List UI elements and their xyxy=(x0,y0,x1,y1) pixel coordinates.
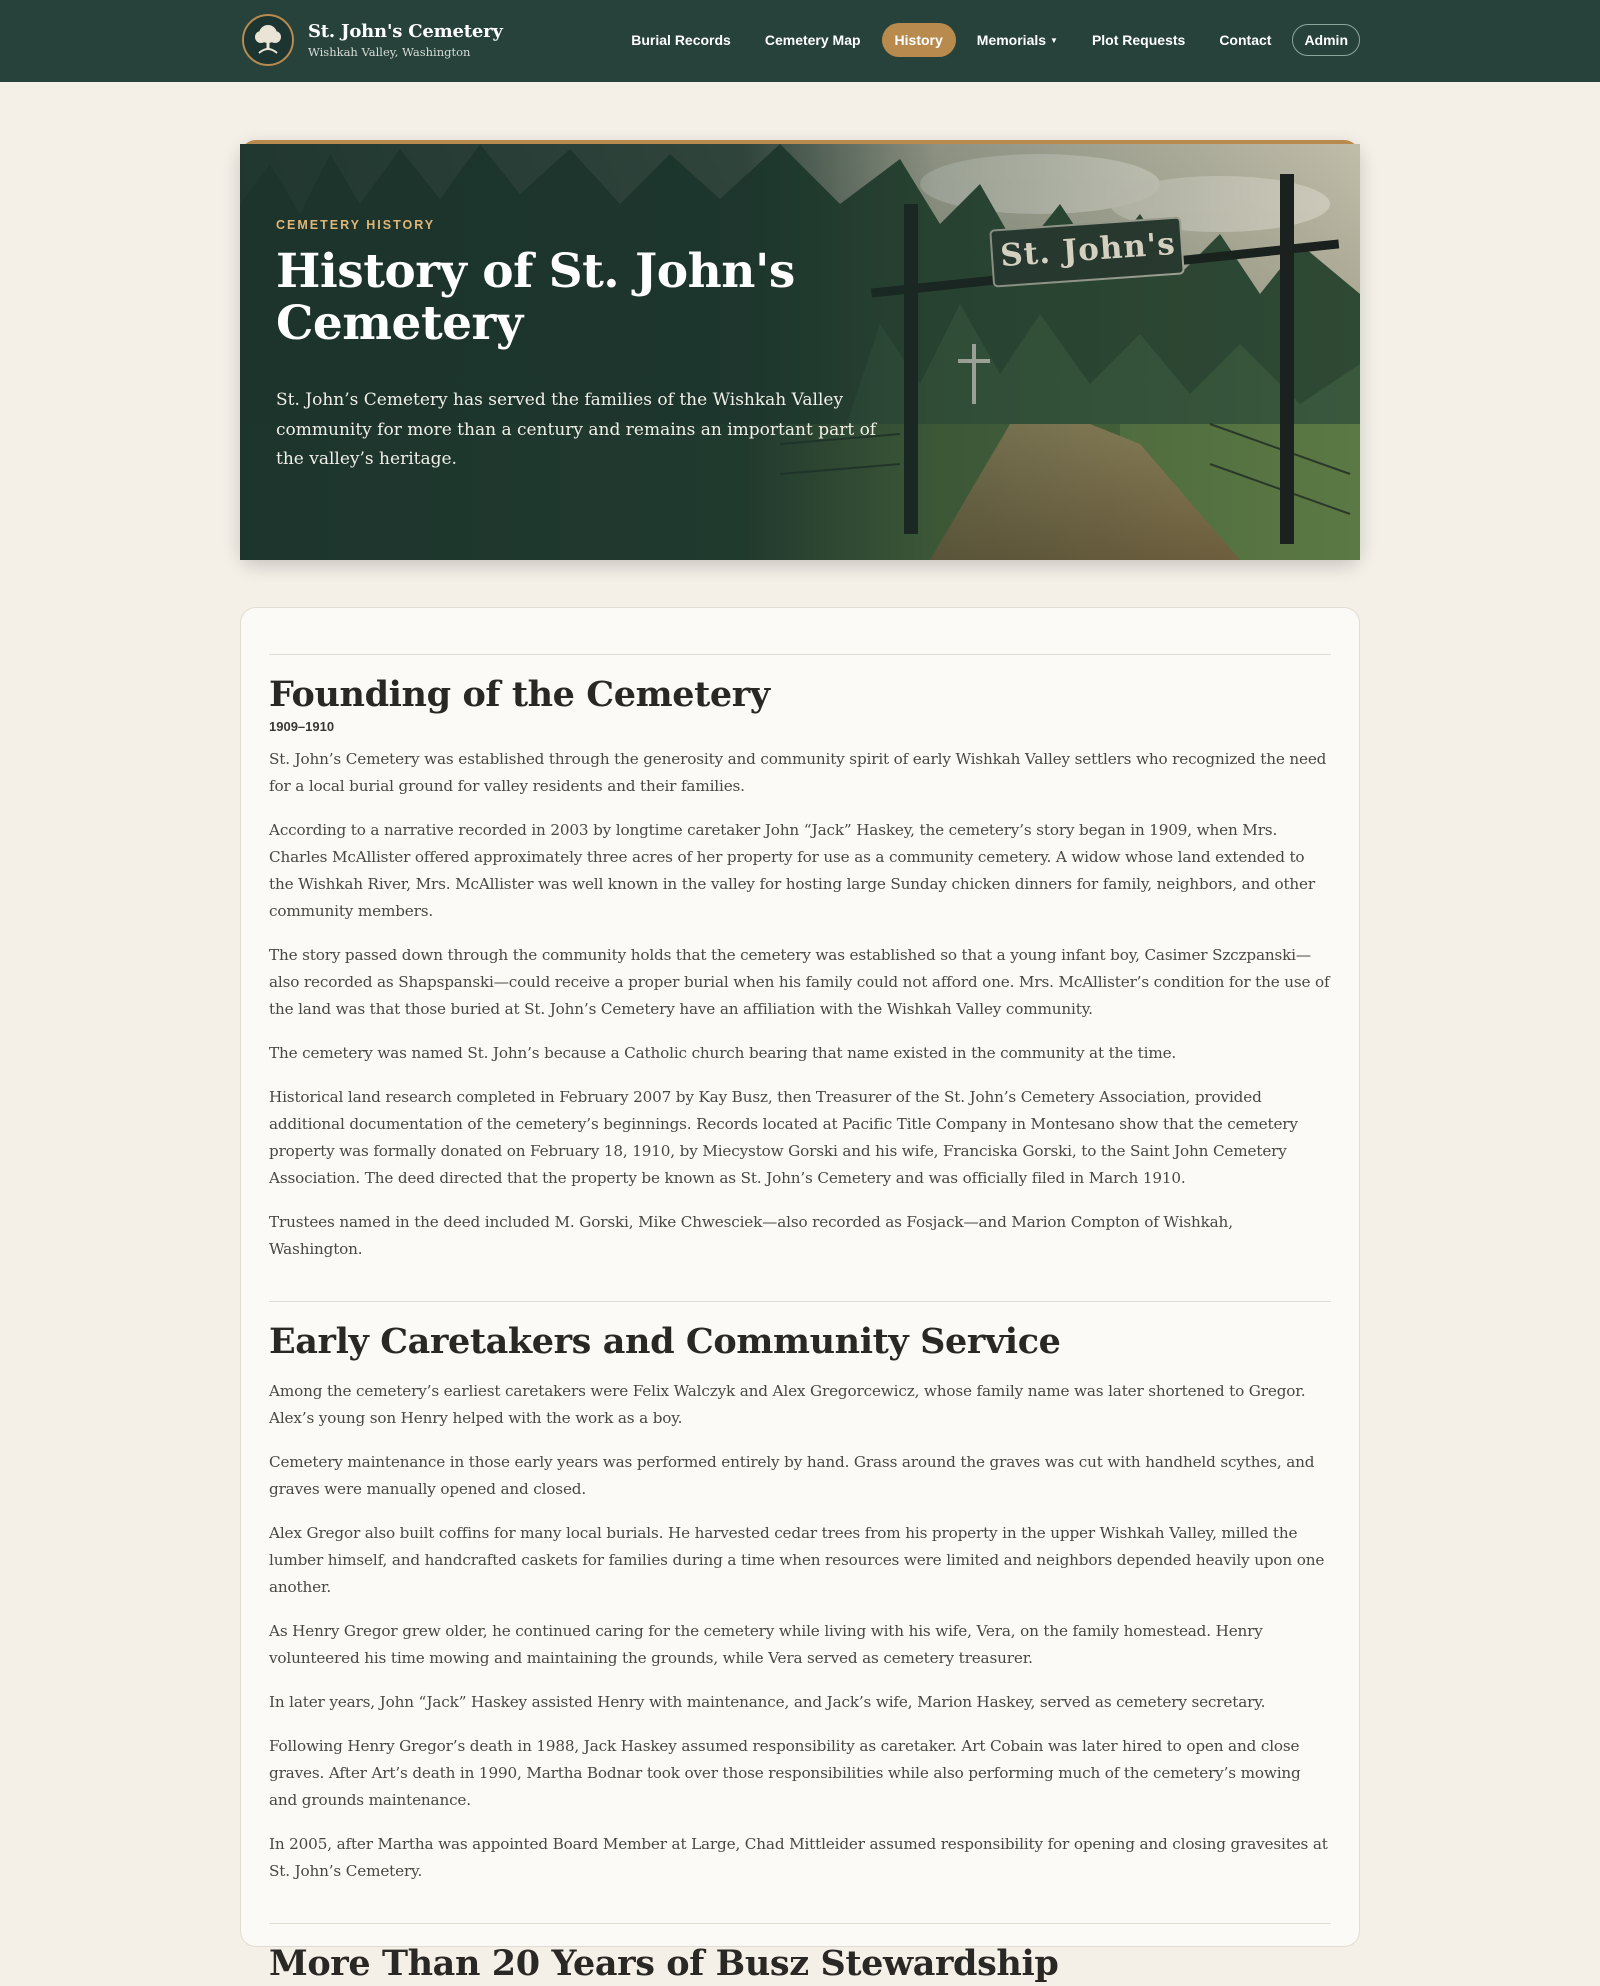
paragraph: Alex Gregor also built coffins for many local burials. He harvested cedar trees from his property in the upper Wishkah Valley, milled the lumber himself, and handcrafted caskets for families during a time when resources were limited and neighbors depended heavily upon one another. xyxy=(269,1524,1325,1596)
site-header xyxy=(0,0,1600,82)
hero-lead: St. John’s Cemetery has served the families of the Wishkah Valley community for more than a century and remains an important part of the valley’s heritage. xyxy=(276,390,877,469)
paragraph: St. John’s Cemetery was established through the generosity and community spirit of early Wishkah Valley settlers who recognized the need for a local burial ground for valley residents and their families. xyxy=(269,750,1327,795)
hero-content xyxy=(276,218,916,475)
nav-memorials[interactable]: Memorials ▼ xyxy=(976,32,1058,48)
paragraph: Among the cemetery’s earliest caretakers were Felix Walczyk and Alex Gregorcewicz, whose family name was later shortened to Gregor. Alex’s young son Henry helped with the work as a boy. xyxy=(269,1382,1306,1427)
brand[interactable] xyxy=(242,12,503,68)
paragraph: The story passed down through the community holds that the cemetery was established so that a young infant boy, Casimer Szczpanski—also recorded as Shapspanski—could receive a proper burial when his family could not afford one. Mrs. McAllister’s condition for the use of the land was that those buried at St. John’s Cemetery have an affiliation with the Wishkah Valley community. xyxy=(269,946,1330,1018)
site-title: St. John's Cemetery xyxy=(308,21,503,42)
paragraph: The cemetery was named St. John’s because a Catholic church bearing that name existed in the community at the time. xyxy=(269,1044,1177,1062)
section-title: Early Caretakers and Community Service xyxy=(269,1321,1061,1362)
paragraph: Cemetery maintenance in those early years was performed entirely by hand. Grass around the graves was cut with handheld scythes, and graves were manually opened and closed. xyxy=(269,1453,1315,1498)
tree-logo-icon xyxy=(242,14,294,66)
nav-cemetery-map[interactable]: Cemetery Map xyxy=(764,32,861,48)
section-early-caretakers xyxy=(269,1301,1331,1885)
nav-contact[interactable]: Contact xyxy=(1219,32,1272,48)
section-founding xyxy=(269,654,1331,1263)
paragraph: Following Henry Gregor’s death in 1988, Jack Haskey assumed responsibility as caretaker. Art Cobain was later hired to open and close graves. After Art’s death in 1990, Martha Bodnar took over those responsibilities while also performing much of the cemetery’s mowing and grounds maintenance. xyxy=(269,1737,1301,1809)
paragraph: Historical land research completed in February 2007 by Kay Busz, then Treasurer of the St. John’s Cemetery Association, provided additional documentation of the cemetery’s beginnings. Records located at Pacific Title Company in Montesano show that the cemetery property was formally donated on February 18, 1910, by Miecystow Gorski and his wife, Franciska Gorski, to the Saint John Cemetery Association. The deed directed that the property be known as St. John’s Cemetery and was officially filed in March 1910. xyxy=(269,1088,1298,1187)
history-content-card xyxy=(240,607,1360,1984)
page-title: History of St. John's Cemetery xyxy=(276,244,795,351)
dropdown-caret-icon: ▼ xyxy=(1050,35,1058,45)
nav-history[interactable]: History xyxy=(882,23,956,57)
paragraph: As Henry Gregor grew older, he continued caring for the cemetery while living with his wife, Vera, on the family homestead. Henry volunteered his time mowing and maintaining the grounds, while Vera served as cemetery treasurer. xyxy=(269,1622,1263,1667)
paragraph: According to a narrative recorded in 2003 by longtime caretaker John “Jack” Haskey, the cemetery’s story began in 1909, when Mrs. Charles McAllister offered approximately three acres of her property for use as a community cemetery. A widow whose land extended to the Wishkah River, Mrs. McAllister was well known in the valley for hosting large Sunday chicken dinners for family, neighbors, and other community members. xyxy=(269,821,1315,920)
nav-burial-records[interactable]: Burial Records xyxy=(631,32,731,48)
section-date: 1909–1910 xyxy=(269,719,335,734)
paragraph: In later years, John “Jack” Haskey assisted Henry with maintenance, and Jack’s wife, Marion Haskey, served as cemetery secretary. xyxy=(269,1693,1266,1711)
section-title: Founding of the Cemetery xyxy=(269,674,770,715)
nav-admin-button[interactable]: Admin xyxy=(1292,24,1360,56)
nav-plot-requests[interactable]: Plot Requests xyxy=(1091,32,1186,48)
main-nav xyxy=(618,23,1360,57)
paragraph: Trustees named in the deed included M. Gorski, Mike Chwesciek—also recorded as Fosjack—and Marion Compton of Wishkah, Washington. xyxy=(269,1213,1233,1258)
site-subtitle: Wishkah Valley, Washington xyxy=(308,45,471,59)
gate-sign-text: St. John's xyxy=(999,225,1177,275)
paragraph: In 2005, after Martha was appointed Board Member at Large, Chad Mittleider assumed responsibility for opening and closing gravesites at St. John’s Cemetery. xyxy=(269,1835,1328,1880)
section-busz-stewardship xyxy=(269,1923,1331,1986)
section-title: More Than 20 Years of Busz Stewardship xyxy=(269,1943,1059,1984)
hero-eyebrow: CEMETERY HISTORY xyxy=(276,218,436,232)
hero-banner xyxy=(240,140,1360,560)
